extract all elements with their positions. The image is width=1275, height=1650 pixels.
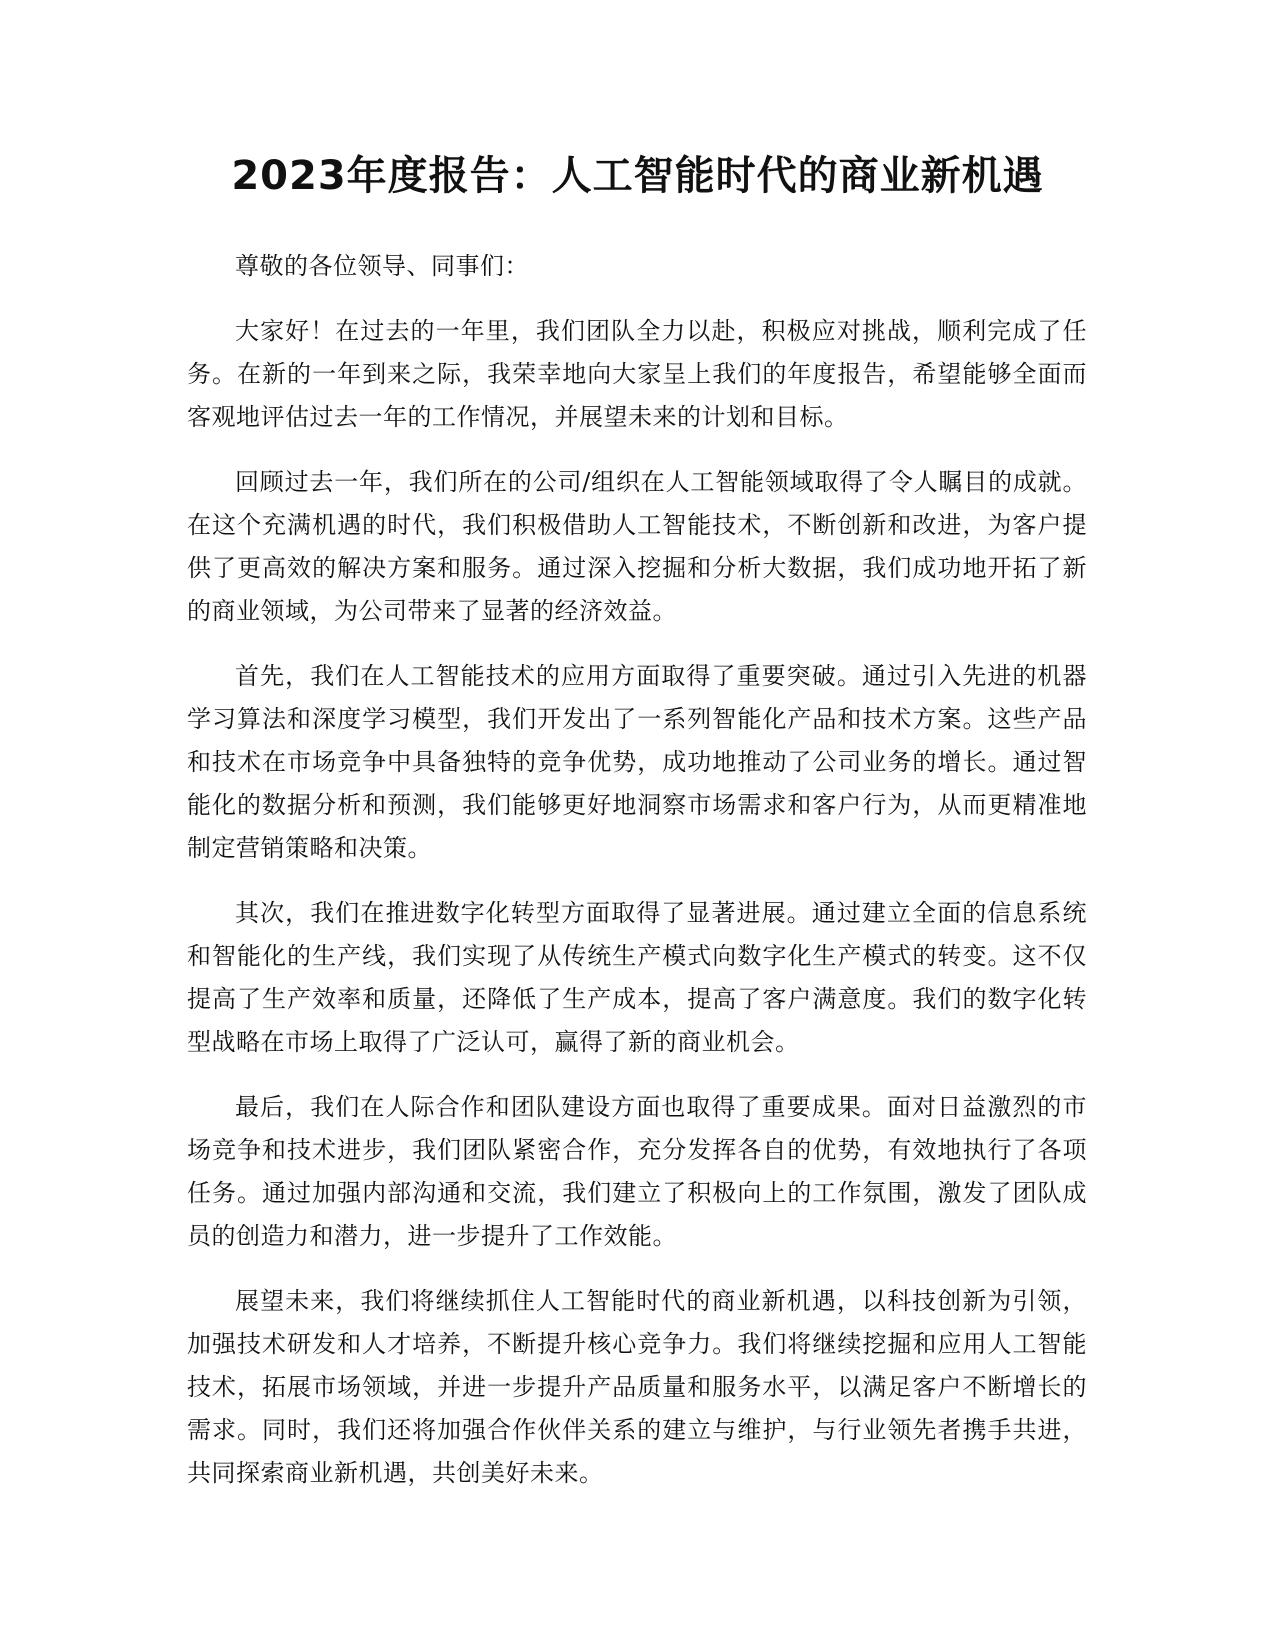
document-title: 2023年度报告：人工智能时代的商业新机遇 bbox=[231, 153, 1044, 199]
paragraph-last: 最后，我们在人际合作和团队建设方面也取得了重要成果。面对日益激烈的市场竞争和技术进步，我们团队紧密合作，充分发挥各自的优势，有效地执行了各项任务。通过加强内部沟通和交流，我们建立了积极向上的工作氛围，激发了团队成员的创造力和潜力，进一步提升了工作效能。 bbox=[187, 1093, 1087, 1250]
paragraph-second: 其次，我们在推进数字化转型方面取得了显著进展。通过建立全面的信息系统和智能化的生产线，我们实现了从传统生产模式向数字化生产模式的转变。这不仅提高了生产效率和质量，还降低了生产成本，提高了客户满意度。我们的数字化转型战略在市场上取得了广泛认可，赢得了新的商业机会。 bbox=[187, 899, 1087, 1056]
document-body bbox=[187, 245, 1087, 1517]
greeting-paragraph: 尊敬的各位领导、同事们： bbox=[235, 252, 529, 280]
paragraph-intro: 大家好！在过去的一年里，我们团队全力以赴，积极应对挑战，顺利完成了任务。在新的一年到来之际，我荣幸地向大家呈上我们的年度报告，希望能够全面而客观地评估过去一年的工作情况，并展望未来的计划和目标。 bbox=[187, 317, 1087, 431]
paragraph-outlook: 展望未来，我们将继续抓住人工智能时代的商业新机遇，以科技创新为引领，加强技术研发和人才培养，不断提升核心竞争力。我们将继续挖掘和应用人工智能技术，拓展市场领域，并进一步提升产品质量和服务水平，以满足客户不断增长的需求。同时，我们还将加强合作伙伴关系的建立与维护，与行业领先者携手共进，共同探索商业新机遇，共创美好未来。 bbox=[187, 1287, 1087, 1487]
paragraph-review: 回顾过去一年，我们所在的公司/组织在人工智能领域取得了令人瞩目的成就。在这个充满机遇的时代，我们积极借助人工智能技术，不断创新和改进，为客户提供了更高效的解决方案和服务。通过深入挖掘和分析大数据，我们成功地开拓了新的商业领域，为公司带来了显著的经济效益。 bbox=[187, 468, 1087, 625]
paragraph-first: 首先，我们在人工智能技术的应用方面取得了重要突破。通过引入先进的机器学习算法和深度学习模型，我们开发出了一系列智能化产品和技术方案。这些产品和技术在市场竞争中具备独特的竞争优势，成功地推动了公司业务的增长。通过智能化的数据分析和预测，我们能够更好地洞察市场需求和客户行为，从而更精准地制定营销策略和决策。 bbox=[187, 662, 1087, 862]
